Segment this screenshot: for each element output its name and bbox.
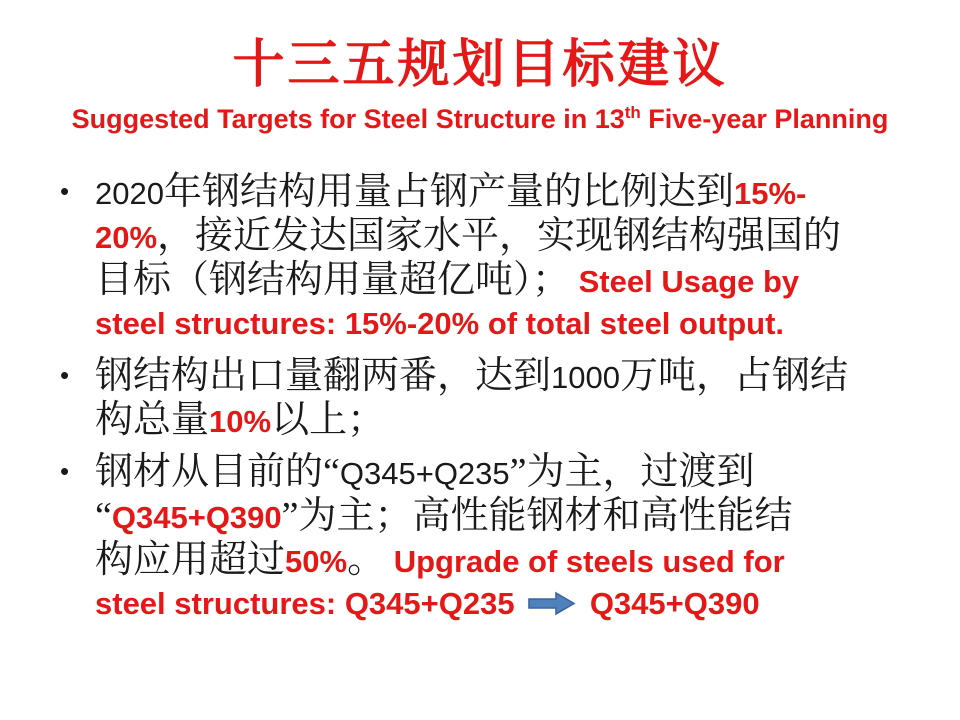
text-line	[95, 450, 908, 494]
text-line	[95, 302, 908, 346]
text-line	[95, 398, 908, 442]
text-segment: 钢材从目前的“	[95, 451, 340, 493]
arrow-right-icon	[527, 590, 577, 635]
text-segment: Q345+Q390	[111, 500, 282, 535]
text-segment: 以上；	[271, 399, 386, 441]
text-line	[95, 214, 908, 258]
bullet-item	[58, 354, 908, 442]
text-segment: 年钢结构用量占钢产量的比例达到	[163, 171, 734, 213]
text-line	[95, 494, 908, 538]
text-segment: 构应用超过	[95, 539, 286, 581]
bullet-item	[58, 170, 908, 346]
text-segment: 目标（钢结构用量超亿吨）；	[95, 259, 571, 301]
bullet-marker: •	[60, 456, 70, 486]
text-line	[95, 538, 908, 582]
text-segment: 万吨，占钢结	[619, 355, 848, 397]
bullet-list	[58, 170, 908, 634]
slide-subtitle	[0, 101, 960, 137]
text-segment: ，接近发达国家水平，实现钢结构强国的	[157, 215, 842, 257]
text-segment: Steel Usage by	[570, 264, 800, 299]
text-segment: “	[95, 495, 112, 537]
slide-title: 十三五规划目标建议	[232, 37, 728, 94]
text-segment: 2020	[95, 176, 164, 211]
bullet-marker: •	[60, 360, 70, 390]
text-segment: 钢结构出口量翻两番，达到	[95, 355, 552, 397]
text-line	[95, 582, 908, 626]
subtitle-superscript: th	[624, 103, 641, 122]
text-line	[95, 258, 908, 302]
text-segment: steel structures: Q345+Q235	[95, 586, 524, 621]
text-line	[95, 170, 908, 214]
text-segment: ”为主，过渡到	[509, 451, 755, 493]
text-segment: steel structures: 15%-20% of total steel output.	[95, 306, 785, 341]
text-segment: 15%-	[733, 176, 807, 211]
text-segment: 。	[347, 539, 386, 581]
bullet-item	[58, 450, 908, 626]
text-segment: Q345+Q390	[581, 586, 760, 621]
text-segment: 20%	[95, 220, 158, 255]
subtitle-text-before: Suggested Targets for Steel Structure in 13	[71, 104, 625, 134]
bullet-marker: •	[60, 176, 70, 206]
text-segment: ”为主；高性能钢材和高性能结	[281, 495, 793, 537]
text-segment: Upgrade of steels used for	[385, 544, 785, 579]
text-line	[95, 354, 908, 398]
text-segment: 50%	[285, 544, 348, 579]
subtitle-text-after: Five-year Planning	[640, 104, 889, 134]
text-segment: 构总量	[95, 399, 210, 441]
text-segment: 1000	[551, 360, 620, 395]
text-segment: Q345+Q235	[339, 456, 510, 491]
text-segment: 10%	[209, 404, 272, 439]
